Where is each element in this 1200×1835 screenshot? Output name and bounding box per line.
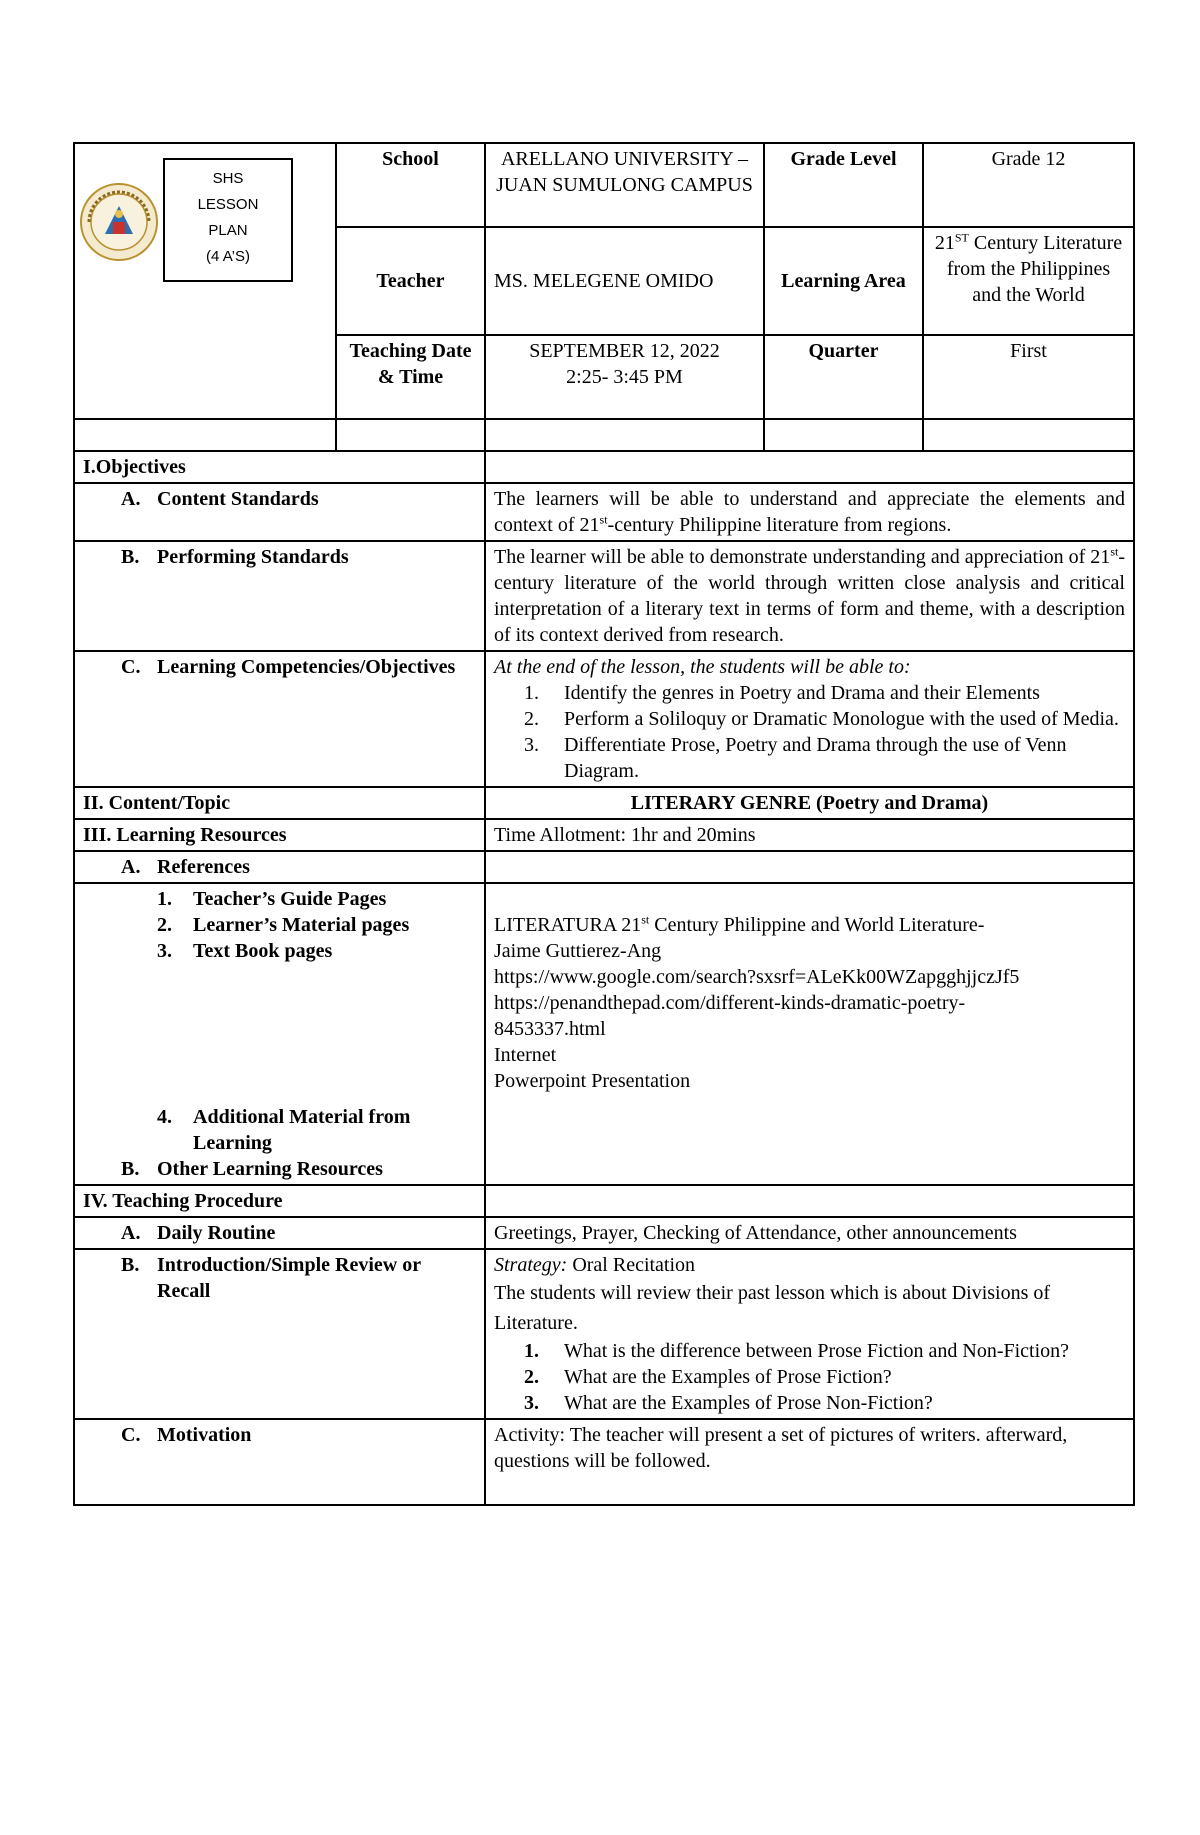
daily-routine-label: Daily Routine <box>157 1222 276 1244</box>
competency-1: Identify the genres in Poetry and Drama and their Elements <box>564 682 1040 704</box>
question-1: What is the difference between Prose Fiction and Non-Fiction? <box>564 1340 1070 1362</box>
shs-lesson-plan-box <box>163 158 293 282</box>
competencies-intro: At the end of the lesson, the students will be able to: <box>494 656 911 678</box>
time-allotment: Time Allotment: 1hr and 20mins <box>485 819 1134 851</box>
item-letter: B. <box>121 1158 140 1180</box>
item-letter: C. <box>121 1424 141 1446</box>
item-letter: B. <box>121 1254 140 1276</box>
blank-row <box>74 419 1134 451</box>
cs-text-2: -century Philippine literature from regions. <box>607 514 952 536</box>
question-2: What are the Examples of Prose Fiction? <box>564 1366 892 1388</box>
quarter-label: Quarter <box>764 335 923 419</box>
teachers-guide-item: Teacher’s Guide Pages <box>193 888 387 910</box>
blank-cell <box>764 419 923 451</box>
lit-post: Century Philippine and World Literature- <box>649 914 985 936</box>
school-value: ARELLANO UNIVERSITY – JUAN SUMULONG CAMPUS <box>485 143 764 227</box>
references-label-cell <box>74 851 485 883</box>
area-num: 21 <box>934 232 955 254</box>
blank-cell <box>336 419 485 451</box>
shs-line: SHS <box>212 170 244 187</box>
header-logo-cell <box>74 143 336 419</box>
item-number: 4. <box>157 1106 172 1128</box>
blank-cell <box>74 419 336 451</box>
competencies-label: Learning Competencies/Objectives <box>157 656 456 678</box>
area-sup: ST <box>954 230 969 245</box>
competencies-list <box>494 680 1125 784</box>
reference-items <box>83 886 476 964</box>
review-questions <box>494 1338 1125 1416</box>
introduction-text <box>485 1249 1134 1419</box>
ps-text-1: The learner will be able to demonstrate understanding and appreciation of 21 <box>494 546 1111 568</box>
four-as-line: (4 A’S) <box>206 248 250 265</box>
penandthepad-link-cont[interactable]: 8453337.html <box>494 1018 606 1040</box>
item-letter: B. <box>121 546 140 568</box>
penandthepad-link[interactable]: https://penandthepad.com/different-kinds-dramatic-poetry- <box>494 992 966 1014</box>
item-letter: A. <box>121 856 141 878</box>
blank-cell <box>923 419 1134 451</box>
textbook-item: Text Book pages <box>193 940 333 962</box>
cs-text-1: The learners will be able to understand and appreciate the elements and context of 21 <box>494 488 1125 536</box>
lit-sup: st <box>641 912 650 927</box>
question-3: What are the Examples of Prose Non-Fiction? <box>564 1392 933 1414</box>
learning-resources-title: III. Learning Resources <box>74 819 485 851</box>
daily-routine-label-cell <box>74 1217 485 1249</box>
quarter-value: First <box>923 335 1134 419</box>
area-text: Century Literature from the Philippines and the World <box>946 232 1123 306</box>
performing-standards-text <box>485 541 1134 651</box>
lesson-line: LESSON <box>197 196 259 213</box>
content-topic-title: II. Content/Topic <box>74 787 485 819</box>
list-item: 3. What are the Examples of Prose Non-Fiction? <box>524 1390 1125 1416</box>
motivation-text: Activity: The teacher will present a set of pictures of writers. afterward, questions will be followed. <box>485 1419 1134 1505</box>
performing-standards-label-cell <box>74 541 485 651</box>
blank-cell <box>485 451 1134 483</box>
grade-level-label: Grade Level <box>764 143 923 227</box>
plan-line: PLAN <box>208 222 248 239</box>
list-item: 1. What is the difference between Prose Fiction and Non-Fiction? <box>524 1338 1125 1364</box>
list-item: 2. Perform a Soliloquy or Dramatic Monologue with the used of Media. <box>524 706 1125 732</box>
list-item <box>157 1104 476 1156</box>
strategy-value: Oral Recitation <box>567 1254 696 1276</box>
lit-pre: LITERATURA 21 <box>494 914 642 936</box>
references-text <box>485 883 1134 1185</box>
content-topic-value: LITERARY GENRE (Poetry and Drama) <box>485 787 1134 819</box>
university-seal-icon <box>79 182 159 262</box>
teaching-date-value <box>485 335 764 419</box>
date-line: SEPTEMBER 12, 2022 <box>529 340 720 362</box>
blank-cell <box>485 851 1134 883</box>
motivation-label-cell <box>74 1419 485 1505</box>
content-standards-label: Content Standards <box>157 488 319 510</box>
lesson-plan-table <box>73 142 1135 1506</box>
list-item: 2. What are the Examples of Prose Fiction? <box>524 1364 1125 1390</box>
reference-items-cell <box>74 883 485 1185</box>
google-link[interactable]: https://www.google.com/search?sxsrf=ALeKk00WZapgghjjczJf5 <box>494 966 1020 988</box>
introduction-label-cell <box>74 1249 485 1419</box>
learning-area-value <box>923 227 1134 335</box>
additional-material-label: Additional Material from Learning <box>193 1106 411 1154</box>
motivation-label: Motivation <box>157 1424 252 1446</box>
time-line: 2:25- 3:45 PM <box>566 366 683 388</box>
ps-text-2: -century literature of the world through written close analysis and critical interpretation of a literary text in terms of form and theme, with a description of its context derived from research. <box>494 546 1125 646</box>
ps-sup: st <box>1110 544 1119 559</box>
teacher-label: Teacher <box>336 227 485 335</box>
item-letter: A. <box>121 488 141 510</box>
powerpoint-line: Powerpoint Presentation <box>494 1070 691 1092</box>
author-line: Jaime Guttierez-Ang <box>494 940 662 962</box>
additional-material <box>83 1104 476 1156</box>
list-item: 3. Differentiate Prose, Poetry and Drama through the use of Venn Diagram. <box>524 732 1125 784</box>
item-letter: C. <box>121 656 141 678</box>
strategy-label: Strategy: <box>494 1254 568 1276</box>
list-item: 2. Learner’s Material pages <box>157 912 476 938</box>
grade-level-value: Grade 12 <box>923 143 1134 227</box>
list-item: 1. Teacher’s Guide Pages <box>157 886 476 912</box>
competencies-text <box>485 651 1134 787</box>
performing-standards-label: Performing Standards <box>157 546 349 568</box>
introduction-label: Introduction/Simple Review or Recall <box>157 1254 421 1302</box>
content-standards-label-cell <box>74 483 485 541</box>
strategy-line <box>494 1252 1125 1278</box>
review-text: The students will review their past lesson which is about Divisions of Literature. <box>494 1282 1051 1334</box>
competency-2: Perform a Soliloquy or Dramatic Monologue with the used of Media. <box>564 708 1119 730</box>
learning-area-label: Learning Area <box>764 227 923 335</box>
other-resources-label: Other Learning Resources <box>157 1158 383 1180</box>
learners-material-item: Learner’s Material pages <box>193 914 410 936</box>
blank-cell <box>485 1185 1134 1217</box>
cs-sup: st <box>599 512 608 527</box>
references-label: References <box>157 856 250 878</box>
teaching-date-label: Teaching Date & Time <box>336 335 485 419</box>
item-letter: A. <box>121 1222 141 1244</box>
daily-routine-text: Greetings, Prayer, Checking of Attendance, other announcements <box>485 1217 1134 1249</box>
internet-line: Internet <box>494 1044 557 1066</box>
school-label: School <box>336 143 485 227</box>
competencies-label-cell <box>74 651 485 787</box>
list-item: 3. Text Book pages <box>157 938 476 964</box>
blank-cell <box>485 419 764 451</box>
competency-3: Differentiate Prose, Poetry and Drama through the use of Venn Diagram. <box>564 734 1067 782</box>
teaching-procedure-title: IV. Teaching Procedure <box>74 1185 485 1217</box>
teacher-value: MS. MELEGENE OMIDO <box>485 227 764 335</box>
content-standards-text <box>485 483 1134 541</box>
objectives-title: I.Objectives <box>74 451 485 483</box>
literatura-line <box>494 912 1125 938</box>
list-item: 1. Identify the genres in Poetry and Drama and their Elements <box>524 680 1125 706</box>
